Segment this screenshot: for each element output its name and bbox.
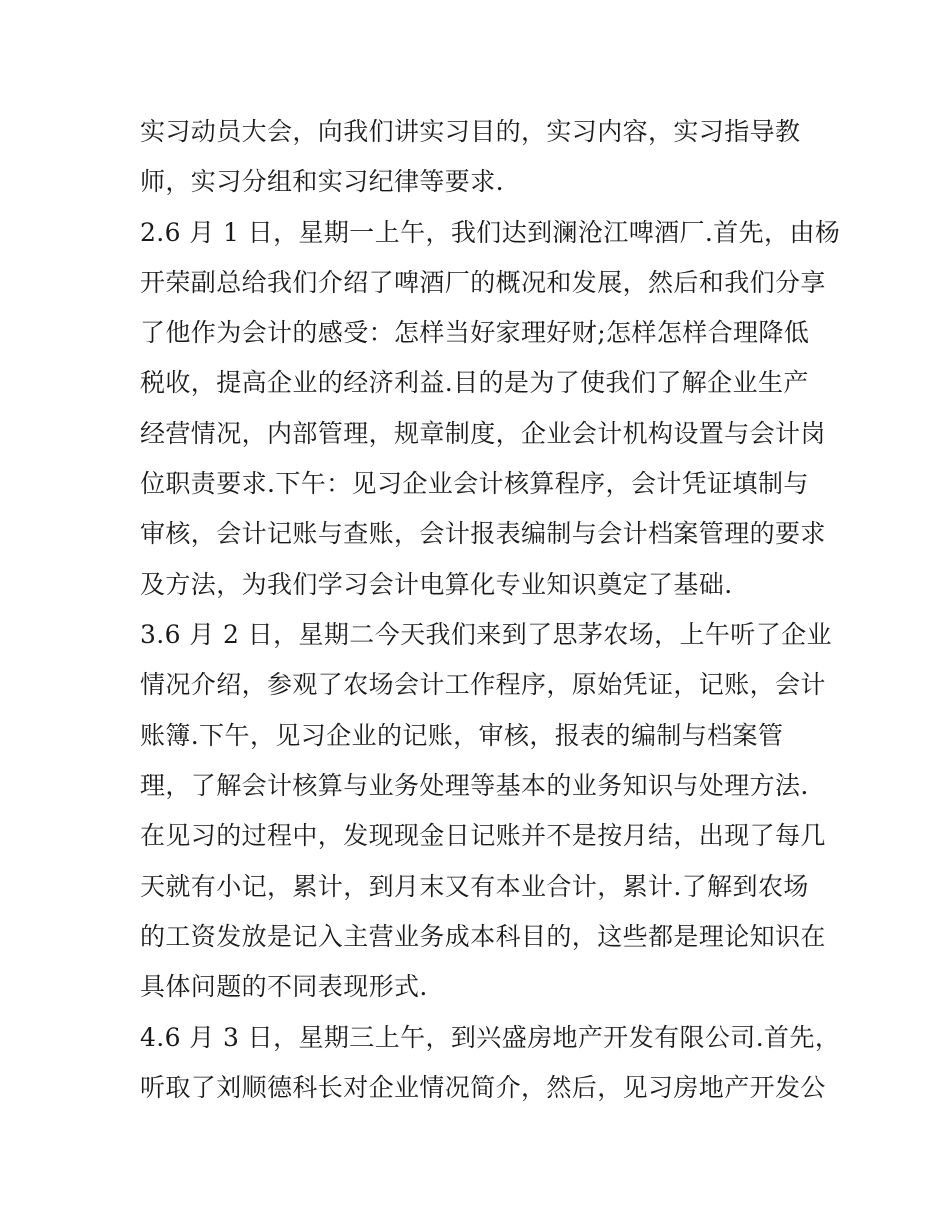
text-line: 3.6 月 2 日，星期二今天我们来到了思茅农场，上午听了企业 [140,620,832,649]
text-line: 的工资发放是记入主营业务成本科目的，这些都是理论知识在 [140,922,826,951]
text-line: 天就有小记，累计，到月末又有本业合计，累计.了解到农场 [140,872,809,901]
text-line: 在见习的过程中，发现现金日记账并不是按月结，出现了每几 [140,821,826,850]
text-line: 听取了刘顺德科长对企业情况简介，然后，见习房地产开发公 [140,1073,826,1102]
text-line: 了他作为会计的感受：怎样当好家理好财;怎样怎样合理降低 [140,318,810,347]
text-line: 实习动员大会，向我们讲实习目的，实习内容，实习指导教 [140,117,801,146]
text-line: 情况介绍，参观了农场会计工作程序，原始凭证，记账，会计 [140,670,826,699]
text-line: 位职责要求.下午：见习企业会计核算程序，会计凭证填制与 [140,469,809,498]
text-line: 审核，会计记账与查账，会计报表编制与会计档案管理的要求 [140,519,826,548]
text-line: 师，实习分组和实习纪律等要求. [140,167,504,196]
text-line: 账簿.下午，见习企业的记账，审核，报表的编制与档案管 [140,721,784,750]
text-line: 经营情况，内部管理，规章制度，企业会计机构设置与会计岗 [140,419,826,448]
text-line: 理，了解会计核算与业务处理等基本的业务知识与处理方法. [140,771,809,800]
text-line: 开荣副总给我们介绍了啤酒厂的概况和发展，然后和我们分享 [140,268,826,297]
text-line: 税收，提高企业的经济利益.目的是为了使我们了解企业生产 [140,368,809,397]
text-line: 具体问题的不同表现形式. [140,972,428,1001]
text-line: 2.6 月 1 日，星期一上午，我们达到澜沧江啤酒厂.首先，由杨 [140,218,841,247]
text-line: 4.6 月 3 日，星期三上午，到兴盛房地产开发有限公司.首先， [140,1023,841,1052]
text-line: 及方法，为我们学习会计电算化专业知识奠定了基础. [140,570,733,599]
